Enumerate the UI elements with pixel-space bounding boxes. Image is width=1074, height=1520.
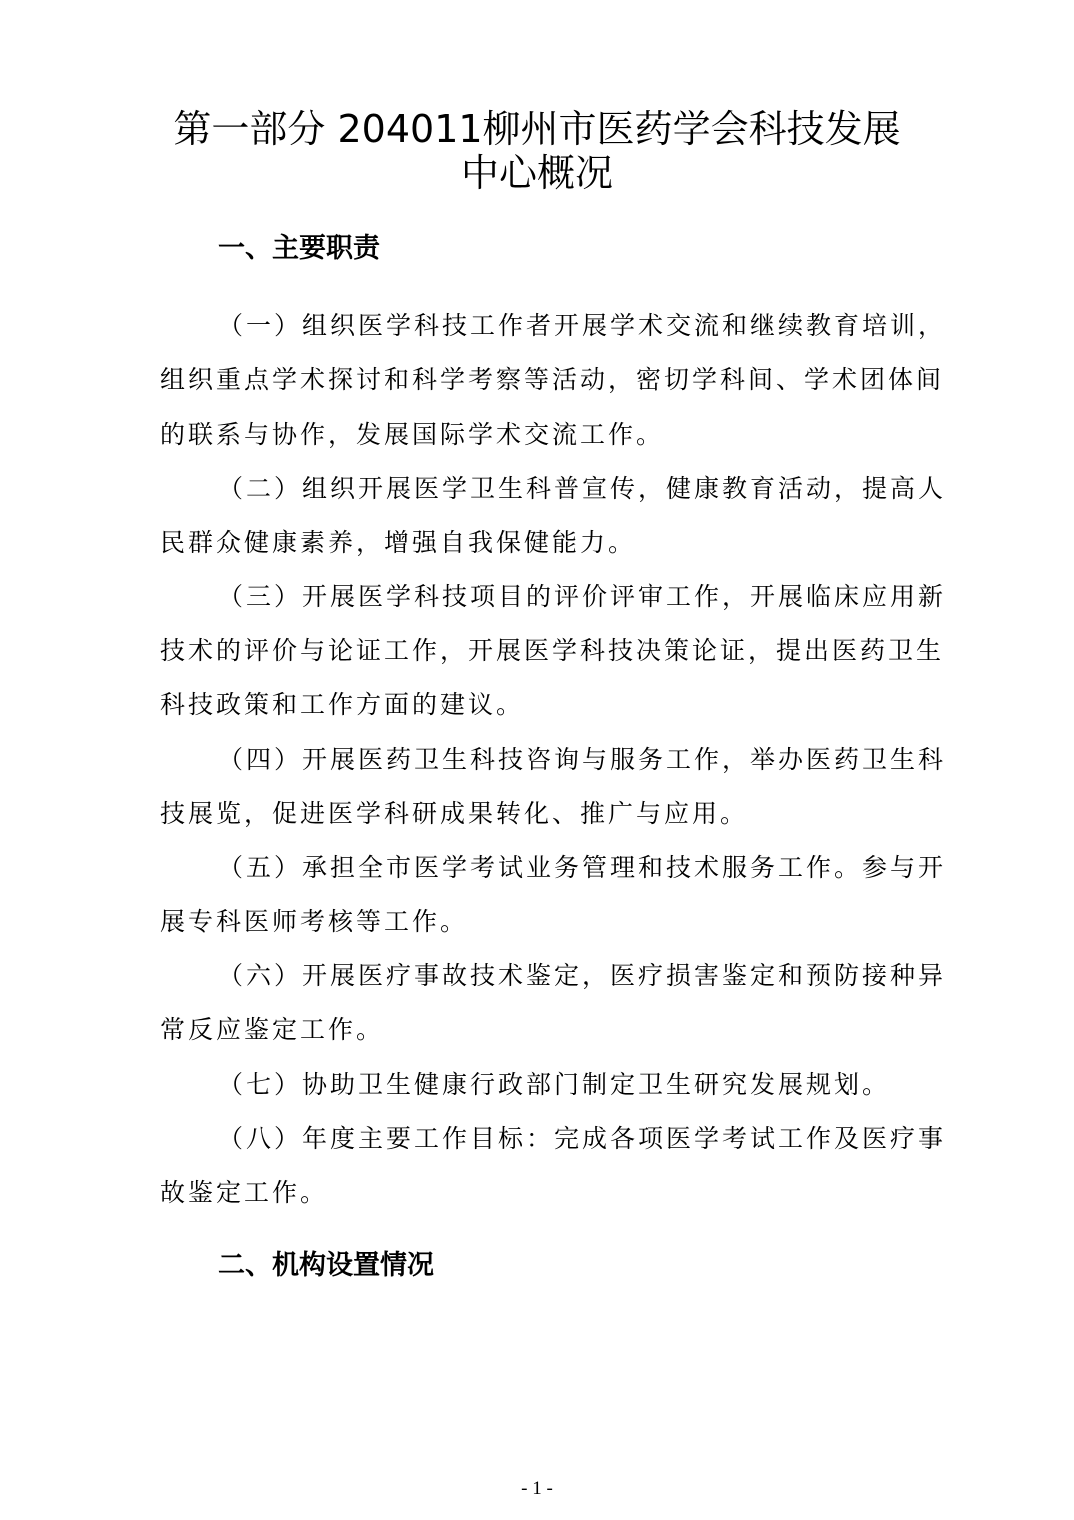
paragraph-3-line-3: 科技政策和工作方面的建议。 (160, 690, 525, 719)
paragraph-4-line-2: 技展览，促进医学科研成果转化、推广与应用。 (160, 799, 749, 828)
paragraph-4-line-1: （四）开展医药卫生科技咨询与服务工作，举办医药卫生科 (218, 745, 947, 774)
paragraph-2-line-2: 民群众健康素养，增强自我保健能力。 (160, 528, 637, 557)
paragraph-3-line-1: （三）开展医学科技项目的评价评审工作，开展临床应用新 (218, 582, 947, 611)
paragraph-1-line-3: 的联系与协作，发展国际学术交流工作。 (160, 420, 665, 449)
page-number: - 1 - (521, 1478, 553, 1499)
paragraph-7-line-1: （七）协助卫生健康行政部门制定卫生研究发展规划。 (218, 1070, 891, 1099)
paragraph-1-line-1: （一）组织医学科技工作者开展学术交流和继续教育培训， (218, 311, 947, 340)
paragraph-2-line-1: （二）组织开展医学卫生科普宣传，健康教育活动，提高人 (218, 474, 947, 503)
section-heading-main-duties: 一、主要职责 (218, 233, 380, 264)
paragraph-5-line-2: 展专科医师考核等工作。 (160, 907, 469, 936)
document-title-line-1: 第一部分 204011柳州市医药学会科技发展 (173, 107, 901, 151)
paragraph-5-line-1: （五）承担全市医学考试业务管理和技术服务工作。参与开 (218, 853, 947, 882)
document-title-line-2: 中心概况 (460, 151, 613, 195)
paragraph-8-line-1: （八）年度主要工作目标：完成各项医学考试工作及医疗事 (218, 1124, 947, 1153)
paragraph-8-line-2: 故鉴定工作。 (160, 1178, 329, 1207)
paragraph-3-line-2: 技术的评价与论证工作，开展医学科技决策论证，提出医药卫生 (160, 636, 945, 665)
section-heading-organization-setup: 二、机构设置情况 (218, 1250, 434, 1281)
paragraph-6-line-1: （六）开展医疗事故技术鉴定，医疗损害鉴定和预防接种异 (218, 961, 947, 990)
paragraph-1-line-2: 组织重点学术探讨和科学考察等活动，密切学科间、学术团体间 (160, 365, 945, 394)
paragraph-6-line-2: 常反应鉴定工作。 (160, 1015, 385, 1044)
